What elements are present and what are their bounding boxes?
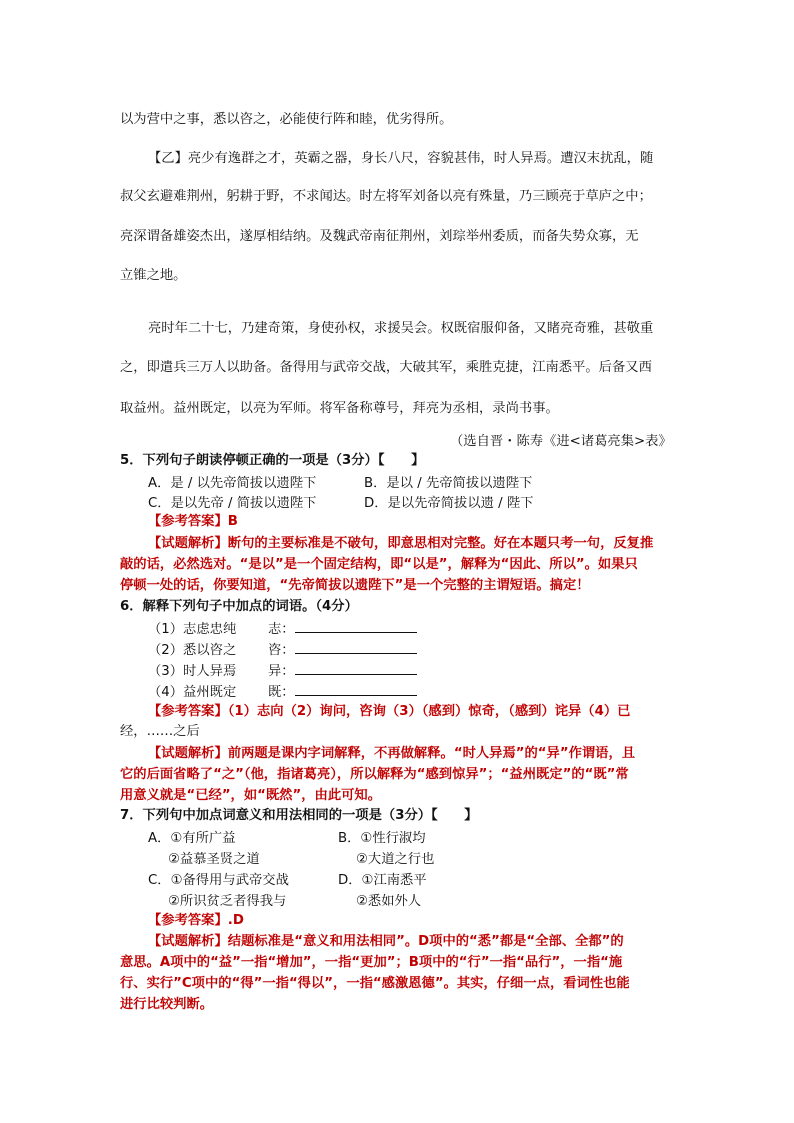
q6-item-2: [148, 639, 236, 658]
passage-line: 以为营中之事，悉以咨之，必能使行阵和睦，优劣得所。: [120, 112, 453, 127]
answer-blank[interactable]: [295, 641, 417, 654]
q6-analysis-line: 用意义就是“已经”，如“既然”，由此可知。: [120, 788, 382, 803]
q7-option-b1: B．①性行淑均: [338, 831, 426, 846]
q7-option-c1: C．①备得用与武帝交战: [148, 873, 289, 888]
q5-option-c: C．是以先帝 / 简拔以遗陛下: [148, 496, 317, 511]
passage-line: 之，即遣兵三万人以助备。备得用与武帝交战，大破其军，乘胜克捷，江南悉平。后备又西: [120, 360, 652, 375]
q7-answer: 【参考答案】.D: [148, 913, 244, 928]
answer-blank[interactable]: [295, 683, 417, 696]
q7-analysis-line: 意思。A项中的“益”一指“增加”，一指“更加”；B项中的“行”一指“品行”，一指“施: [120, 955, 623, 970]
q7-option-a2: ②益慕圣贤之道: [168, 852, 260, 867]
q6-item-4: [148, 681, 236, 700]
passage-line: 【乙】亮少有逸群之才，英霸之器，身长八尺，容貌甚伟，时人异焉。遭汉末扰乱，随: [148, 151, 654, 166]
q6-item-3-blank[interactable]: [268, 660, 417, 679]
q6-item-sentence: （1）志虑忠纯: [148, 622, 237, 637]
q6-item-sentence: （3）时人异焉: [148, 664, 237, 679]
q5-stem: 5．下列句子朗读停顿正确的一项是（3分）【 】: [120, 453, 425, 468]
q6-item-3: [148, 660, 236, 679]
q7-option-a1: A．①有所广益: [148, 831, 236, 846]
q5-option-a: A．是 / 以先帝简拔以遗陛下: [148, 476, 317, 491]
q5-option-b: B．是以 / 先帝简拔以遗陛下: [364, 476, 533, 491]
passage-line: 亮时年二十七，乃建奇策，身使孙权，求援吴会。权既宿服仰备，又睹亮奇雅，甚敬重: [148, 321, 654, 336]
q7-analysis-line: 【试题解析】结题标准是“意义和用法相同”。D项中的“悉”都是“全部、全都”的: [148, 934, 624, 949]
q7-option-d1: D．①江南悉平: [338, 873, 427, 888]
q6-item-word: 异：: [268, 664, 295, 679]
answer-blank[interactable]: [295, 662, 417, 675]
q6-item-4-blank[interactable]: [268, 681, 417, 700]
passage-line: 叔父玄避难荆州，躬耕于野，不求闻达。时左将军刘备以亮有殊量，乃三顾亮于草庐之中；: [120, 189, 652, 204]
passage-source: （选自晋・陈寿《进<诸葛亮集>表》: [450, 434, 672, 449]
q6-answer-line: 【参考答案】（1）志向（2）询问，咨询（3）（感到）惊奇，（感到）诧异（4）已: [148, 704, 631, 719]
q7-option-c2: ②所识贫乏者得我与: [168, 894, 287, 909]
q5-analysis-line: 敲的话，必然选对。“是以”是一个固定结构，即“以是”，解释为“因此、所以”。如果只: [120, 557, 638, 572]
passage-line: 亮深谓备雄姿杰出，遂厚相结纳。及魏武帝南征荆州，刘琮举州委质，而备失势众寡，无: [120, 229, 639, 244]
q6-stem: 6．解释下列句子中加点的词语。（4分）: [120, 599, 358, 614]
q7-stem: 7．下列句中加点词意义和用法相同的一项是（3分）【 】: [120, 808, 478, 823]
q7-analysis-line: 行、实行”C项中的“得”一指“得以”，一指“感激恩德”。其实，仔细一点，看词性也能: [120, 976, 630, 991]
q7-option-d2: ②悉如外人: [356, 894, 422, 909]
q5-answer: 【参考答案】B: [148, 514, 238, 529]
q6-item-1-blank[interactable]: [268, 618, 417, 637]
q7-analysis-line: 进行比较判断。: [120, 997, 214, 1012]
q6-item-1: [148, 618, 236, 637]
q6-item-word: 既：: [268, 685, 295, 700]
q6-item-word: 志：: [268, 622, 295, 637]
answer-blank[interactable]: [295, 620, 417, 633]
q6-analysis-line: 【试题解析】前两题是课内字词解释，不再做解释。“时人异焉”的“异”作谓语，且: [148, 746, 636, 761]
q6-answer-line: 经，……之后: [120, 724, 200, 739]
q5-option-d: D．是以先帝简拔以遗 / 陛下: [364, 496, 534, 511]
q5-analysis-line: 停顿一处的话，你要知道，“先帝简拔以遗陛下”是一个完整的主谓短语。搞定！: [120, 578, 590, 593]
q6-item-word: 咨：: [268, 643, 295, 658]
q6-item-sentence: （2）悉以咨之: [148, 643, 237, 658]
q6-item-2-blank[interactable]: [268, 639, 417, 658]
passage-line: 立锥之地。: [120, 268, 187, 283]
q6-analysis-line: 它的后面省略了“之”（他，指诸葛亮），所以解释为“感到惊异”；“益州既定”的“既”常: [120, 767, 629, 782]
q6-item-sentence: （4）益州既定: [148, 685, 237, 700]
passage-line: 取益州。益州既定，以亮为军师。将军备称尊号，拜亮为丞相，录尚书事。: [120, 401, 559, 416]
q7-option-b2: ②大道之行也: [356, 852, 435, 867]
q5-analysis-line: 【试题解析】断句的主要标准是不破句，即意思相对完整。好在本题只考一句，反复推: [148, 536, 654, 551]
